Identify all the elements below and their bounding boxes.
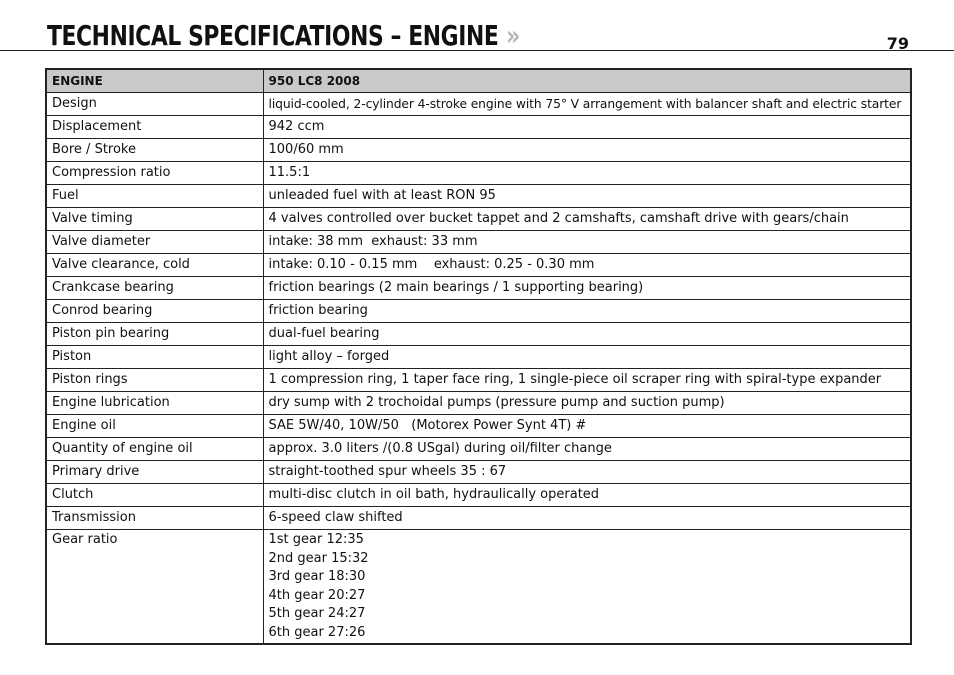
row-label: Piston pin bearing (46, 323, 263, 346)
row-label: Engine lubrication (46, 392, 263, 415)
row-value: liquid-cooled, 2-cylinder 4-stroke engine with 75° V arrangement with balancer shaft and electric starter (263, 93, 911, 116)
page-number: 79 (886, 34, 909, 53)
table-row (46, 461, 911, 484)
row-label: Primary drive (46, 461, 263, 484)
gear-ratio-line: 3rd gear 18:30 (268, 569, 366, 585)
row-value: approx. 3.0 liters /(0.8 USgal) during oil/filter change (263, 438, 911, 461)
row-label: Engine oil (46, 415, 263, 438)
row-value: 4 valves controlled over bucket tappet and 2 camshafts, camshaft drive with gears/chain (263, 208, 911, 231)
table-row (46, 231, 911, 254)
row-label: Crankcase bearing (46, 277, 263, 300)
row-value: dual-fuel bearing (263, 323, 911, 346)
table-row (46, 185, 911, 208)
row-label: Piston (46, 346, 263, 369)
row-value: dry sump with 2 trochoidal pumps (pressure pump and suction pump) (263, 392, 911, 415)
row-label: Displacement (46, 116, 263, 139)
table-row (46, 208, 911, 231)
table-row (46, 438, 911, 461)
table-row (46, 484, 911, 507)
row-label: Piston rings (46, 369, 263, 392)
row-label: Bore / Stroke (46, 139, 263, 162)
row-label: Design (46, 93, 263, 116)
table-header-row (46, 69, 911, 93)
column-header-model: 950 LC8 2008 (263, 69, 911, 93)
row-value: 1 compression ring, 1 taper face ring, 1 single-piece oil scraper ring with spiral-type expander (263, 369, 911, 392)
spec-table (45, 68, 912, 645)
row-label: Valve timing (46, 208, 263, 231)
row-label: Valve clearance, cold (46, 254, 263, 277)
row-label: Quantity of engine oil (46, 438, 263, 461)
page-title-text: TECHNICAL SPECIFICATIONS – ENGINE (47, 19, 499, 52)
table-row (46, 139, 911, 162)
row-value: 100/60 mm (263, 139, 911, 162)
row-value: light alloy – forged (263, 346, 911, 369)
row-value: 942 ccm (263, 116, 911, 139)
row-value: SAE 5W/40, 10W/50 (Motorex Power Synt 4T) # (263, 415, 911, 438)
gear-ratio-line: 1st gear 12:35 (268, 532, 364, 547)
row-label: Clutch (46, 484, 263, 507)
table-row (46, 254, 911, 277)
table-row (46, 277, 911, 300)
row-value: friction bearings (2 main bearings / 1 supporting bearing) (263, 277, 911, 300)
row-label: Compression ratio (46, 162, 263, 185)
row-value: multi-disc clutch in oil bath, hydraulically operated (263, 484, 911, 507)
row-label: Conrod bearing (46, 300, 263, 323)
row-value: intake: 0.10 - 0.15 mm exhaust: 0.25 - 0.30 mm (263, 254, 911, 277)
row-value: intake: 38 mm exhaust: 33 mm (263, 231, 911, 254)
gear-ratio-values (263, 530, 911, 644)
row-value: unleaded fuel with at least RON 95 (263, 185, 911, 208)
row-label: Transmission (46, 507, 263, 530)
page-header (0, 0, 954, 51)
table-row (46, 415, 911, 438)
table-row (46, 116, 911, 139)
table-row (46, 346, 911, 369)
chevron-icon: » (506, 19, 520, 52)
table-row (46, 162, 911, 185)
row-value: straight-toothed spur wheels 35 : 67 (263, 461, 911, 484)
gear-ratio-line: 6th gear 27:26 (268, 624, 366, 640)
row-value: 11.5:1 (263, 162, 911, 185)
row-value: friction bearing (263, 300, 911, 323)
gear-ratio-line: 5th gear 24:27 (268, 606, 366, 622)
row-label: Valve diameter (46, 231, 263, 254)
gear-ratio-line: 2nd gear 15:32 (268, 550, 369, 566)
row-label: Gear ratio (46, 530, 263, 644)
table-row (46, 392, 911, 415)
table-row (46, 507, 911, 530)
column-header-engine: ENGINE (46, 69, 263, 93)
table-row (46, 300, 911, 323)
row-label: Fuel (46, 185, 263, 208)
gear-ratio-line: 4th gear 20:27 (268, 587, 366, 603)
row-value: 6-speed claw shifted (263, 507, 911, 530)
table-row-gear-ratio (46, 530, 911, 644)
page-title (47, 18, 520, 54)
table-row (46, 369, 911, 392)
table-row (46, 323, 911, 346)
table-row (46, 93, 911, 116)
